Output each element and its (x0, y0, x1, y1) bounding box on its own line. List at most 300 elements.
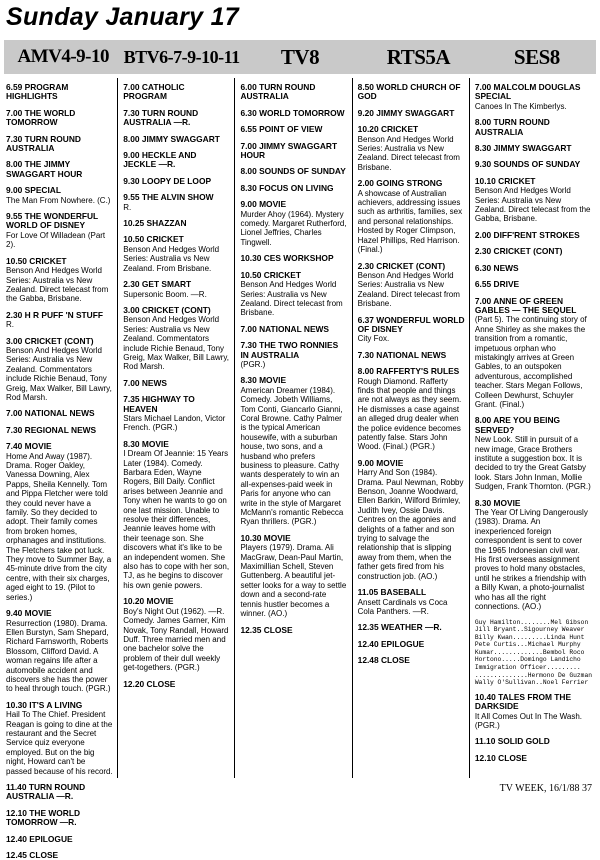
program-time: 7.40 (6, 441, 23, 452)
program-title-line (475, 160, 592, 169)
program-time: 8.00 (123, 133, 140, 144)
program-listing (6, 426, 113, 435)
program-time: 2.00 (357, 178, 374, 189)
program-listing (123, 177, 230, 186)
program-time: 10.40 (474, 691, 496, 702)
program-title-line (358, 640, 465, 649)
program-time: 12.20 (123, 678, 145, 689)
program-title: MOVIE (376, 457, 404, 468)
program-title-line (123, 151, 230, 170)
program-title-line (6, 835, 113, 844)
program-title-line (123, 83, 230, 102)
program-time: 12.35 (240, 624, 262, 635)
channel-header: RTS5A (359, 40, 477, 74)
program-title: CRICKET (498, 175, 536, 186)
program-time: 8.30 (123, 438, 140, 449)
program-description: Benson And Hedges World Series: Australia vs New Zealand. Commentators include Richie Benaud, Tony Greig, Max Walker, Bill Lawry, Rod Marsh. (123, 315, 230, 372)
program-description: R. (123, 202, 132, 212)
program-time: 9.00 (123, 150, 140, 161)
program-description: Rough Diamond. Rafferty finds that people and things are not always as they seem. He dismisses a case against an alleged drug dealer when the police evidence becomes patently false. Stars John Wood. (Final.) (PGR.) (357, 376, 462, 452)
program-listing (123, 680, 230, 689)
channel-column (352, 78, 469, 778)
program-time: 6.30 (474, 262, 492, 273)
program-title: WORLD TOMORROW (259, 107, 345, 118)
program-listing (358, 640, 465, 649)
program-title-line (6, 109, 113, 128)
program-listing (475, 264, 592, 273)
program-title-line (358, 125, 465, 134)
program-listing (475, 737, 592, 746)
program-time: 10.20 (123, 596, 145, 607)
program-title-line (240, 83, 347, 102)
program-time: 10.50 (123, 234, 145, 245)
program-listing (358, 588, 465, 616)
program-title: THE WORLD TOMORROW (6, 107, 76, 128)
program-title-line (240, 142, 347, 161)
program-listing (123, 235, 230, 273)
program-title-line (6, 809, 113, 828)
program-title-line (358, 83, 465, 102)
program-title: HECKLE AND JECKLE —R. (123, 150, 197, 170)
program-time: 6.30 (240, 107, 257, 118)
program-title: CRICKET (CONT) (493, 246, 563, 257)
program-title-line (475, 247, 592, 256)
program-title: POINT OF VIEW (259, 124, 323, 135)
program-title-line (240, 167, 347, 176)
program-title: NATIONAL NEWS (259, 323, 330, 334)
program-title: MOVIE (493, 497, 521, 508)
program-title-line (240, 271, 347, 280)
program-listing (123, 440, 230, 591)
program-time: 7.30 (240, 340, 257, 351)
program-description: Players (1979). Drama. Ali MacGraw, Dean-Paul Martin, Maximillian Schell, Steven Guttenberg. A beautiful jet-setter looks for a way to settle down and a second-rate tennis hustler becomes a winner. (AO.) (240, 543, 347, 619)
program-time: 7.30 (357, 349, 374, 360)
program-listing (6, 609, 113, 694)
program-title-line (358, 262, 465, 271)
program-time: 10.50 (6, 255, 27, 266)
program-listing (475, 247, 592, 256)
program-listing (123, 219, 230, 228)
program-title: NATIONAL NEWS (24, 408, 95, 419)
cast-line: Guy Hamilton........Mel Gibson (474, 618, 589, 626)
channel-header: AMV4-9-10 (4, 40, 122, 74)
program-time: 8.30 (474, 143, 492, 154)
program-description: Benson And Hedges World Series: Australia vs New Zealand. Direct telecast from Brisbane. (357, 134, 460, 172)
program-title-line (6, 186, 113, 195)
program-title-line (123, 280, 230, 289)
program-title: WONDERFUL WORLD OF DISNEY (357, 314, 465, 334)
program-title-line (6, 337, 113, 346)
program-listing (240, 254, 347, 263)
program-listing (240, 167, 347, 176)
program-time: 10.50 (240, 269, 262, 280)
program-title-line (358, 316, 465, 335)
program-title-line (475, 118, 592, 137)
program-listing (240, 376, 347, 527)
program-title: THE JIMMY SWAGGART HOUR (6, 159, 83, 179)
program-title-line (475, 83, 592, 102)
program-listing (123, 83, 230, 102)
program-title: BASEBALL (380, 587, 427, 598)
program-listing (358, 179, 465, 254)
program-title-line (123, 440, 230, 449)
program-title-line (475, 754, 592, 763)
page-footer: TV WEEK, 16/1/88 37 (499, 783, 592, 794)
program-listing (240, 534, 347, 619)
program-title: CRICKET (263, 269, 301, 280)
program-title-line (358, 459, 465, 468)
program-time: 7.00 (474, 295, 492, 306)
program-listing (123, 193, 230, 212)
cast-line: Wally O'Sullivan..Noel Ferrier (474, 679, 589, 687)
program-listing (6, 135, 113, 154)
program-title: TURN ROUND AUSTRALIA (6, 133, 81, 154)
program-title: PROGRAM HIGHLIGHTS (6, 82, 69, 102)
program-title-line (123, 306, 230, 315)
program-title: TURN ROUND AUSTRALIA —R. (123, 107, 199, 128)
program-time: 10.30 (240, 532, 262, 543)
program-listing (475, 754, 592, 763)
program-time: 12.45 (6, 850, 27, 860)
program-description: Resurrection (1980). Drama. Ellen Burstyn, Sam Shepard, Richard Farnsworth, Roberts Blossom, Clifford David. A woman regains life after a automobile accident and discovers she has the power to heal through touch. (PGR.) (6, 618, 111, 694)
program-title: JIMMY SWAGGART (141, 133, 220, 144)
program-title: CRICKET (CONT) (376, 260, 446, 271)
program-title-line (475, 416, 592, 435)
program-title: TURN ROUND AUSTRALIA (240, 82, 316, 102)
program-title-line (123, 135, 230, 144)
program-title: DIFF'RENT STROKES (493, 229, 580, 240)
program-title: JIMMY SWAGGART (493, 143, 572, 154)
program-title: THE WONDERFUL WORLD OF DISNEY (6, 211, 98, 231)
program-title-line (123, 235, 230, 244)
channel-column (117, 78, 234, 778)
program-listing (475, 83, 592, 111)
program-title: TALES FROM THE DARKSIDE (474, 691, 572, 712)
program-time: 2.30 (6, 309, 23, 320)
program-listing (6, 186, 113, 205)
channel-column (4, 78, 117, 860)
program-listing (475, 280, 592, 289)
program-title: CLOSE (29, 850, 59, 860)
program-listing (475, 160, 592, 169)
program-title-line (6, 701, 113, 710)
program-title-line (358, 588, 465, 597)
program-title: CLOSE (146, 678, 176, 689)
program-time: 6.37 (357, 314, 374, 325)
program-listing (6, 701, 113, 776)
channel-column (234, 78, 351, 778)
program-listing (6, 257, 113, 304)
program-title-line (6, 426, 113, 435)
program-listing (240, 341, 347, 369)
program-title: EPILOGUE (380, 638, 425, 649)
program-title: MOVIE (259, 375, 287, 386)
program-title: LOOPY DE LOOP (141, 175, 212, 186)
program-title: MOVIE (259, 199, 287, 210)
program-description: American Dreamer (1984). Comedy. Jobeth Williams, Tom Conti, Giancarlo Gianni, Coral Browne. Cathy Palmer is the typical American housewife, with a suburban house, two sons, and a husband who prefers business to pleasure. Cathy wants desperately to win an all-expenses-paid week in Paris for anyone who can write in the style of Margaret McMann's romantic Rebecca Ryan thrillers. (PGR.) (240, 385, 344, 527)
program-listing (358, 109, 465, 118)
program-title-line (6, 851, 113, 860)
program-description: Benson And Hedges World Series: Australia vs New Zealand. Direct telecast from Brisbane. (357, 270, 460, 309)
program-time: 9.00 (6, 185, 23, 196)
program-title-line (240, 184, 347, 193)
program-time: 7.00 (240, 323, 257, 334)
program-description: For Love Of Willadean (Part 2). (6, 230, 106, 250)
program-title-line (475, 231, 592, 240)
program-time: 7.30 (6, 424, 23, 435)
program-description: Benson And Hedges World Series: Australia vs New Zealand. From Brisbane. (123, 244, 220, 273)
program-listing (358, 83, 465, 102)
program-time: 12.10 (474, 752, 496, 763)
program-time: 8.00 (357, 366, 374, 377)
program-time: 2.30 (357, 260, 374, 271)
program-listing (240, 200, 347, 247)
program-title: MALCOLM DOUGLAS SPECIAL (474, 82, 581, 102)
program-title: CLOSE (380, 655, 410, 666)
program-title-line (475, 297, 592, 316)
program-title: MOVIE (263, 532, 291, 543)
program-listing (475, 144, 592, 153)
program-time: 2.30 (474, 246, 492, 257)
program-time: 6.55 (474, 279, 492, 290)
program-listing (358, 316, 465, 344)
program-time: 2.30 (123, 279, 140, 290)
program-title: CATHOLIC PROGRAM (123, 82, 185, 102)
program-title-line (358, 656, 465, 665)
program-title: MOVIE (24, 441, 52, 452)
program-listing (240, 109, 347, 118)
program-time: 8.50 (357, 82, 374, 92)
program-listing (6, 809, 113, 828)
program-title-line (123, 597, 230, 606)
program-listing (475, 499, 592, 612)
program-title: DRIVE (493, 279, 520, 290)
program-description: Harry And Son (1984). Drama. Paul Newman, Robby Benson, Joanne Woodward, Ellen Barkin, Wilford Brimley, Judith Ivey, Ossie Davis. Centres on the agonies and delights of a father and son trying to salvage the relationship that is slipping away from them, when the father gets fired from his construction job. (AO.) (357, 468, 464, 581)
program-title: ANNE OF GREEN GABLES — THE SEQUEL (474, 295, 577, 315)
channel-header: SES8 (478, 40, 596, 74)
program-title-line (358, 179, 465, 188)
program-listing (123, 109, 230, 128)
program-title-line (240, 376, 347, 385)
program-description: I Dream Of Jeannie: 15 Years Later (1984). Comedy. Barbara Eden, Wayne Rogers, Bill Daily. Conflict arises between Jeannie and Tony when he wants to go on one last mission. Unable to resolve their differences, Jeannie leaves home with their teenage son. She discovers what it's like to be an independent women. She also has to cope with her son, TJ, as he begins to discover his own genie powers. (123, 449, 230, 590)
program-listing (6, 212, 113, 250)
program-description: (Part 5). The continuing story of Anne Shirley as she makes the transition from a romantic, impetuous orphan who mistakingly arrives at Green Gables, to an outspoken adventurous, accomplished teacher. Stars Megan Follows, Colleen Dewhurst, Schuyler Grant. (Final.) (474, 315, 587, 409)
program-title-line (240, 341, 347, 360)
program-description: A showcase of Australian achievers, addressing issues such as arthritis, families, sex and personal relationships. Hosted by Roger Climpson, Hazel Phillips, Red Harrison. (Final.) (357, 188, 463, 255)
program-title-line (6, 609, 113, 618)
program-listing (475, 231, 592, 240)
program-description: New Look. Still in pursuit of a new image, Grace Brothers institute a suggestion box. It is decided to try the Great Gatsby look. Stars John Inman, Mollie Sudgen, Frank Thornton. (PGR.) (474, 435, 591, 492)
program-title-line (6, 135, 113, 154)
program-title-line (123, 219, 230, 228)
program-time: 8.30 (240, 182, 257, 193)
program-time: 10.25 (123, 218, 145, 229)
program-description: Ansett Cardinals vs Coca Cola Panthers. —R. (357, 597, 448, 616)
program-title-line (6, 212, 113, 231)
program-listing (475, 177, 592, 224)
program-title: CRICKET (CONT) (24, 335, 94, 346)
program-time: 7.00 (6, 408, 23, 419)
program-listing (123, 135, 230, 144)
program-title-line (358, 367, 465, 376)
program-description: Supersonic Boom. —R. (123, 289, 207, 299)
program-title-line (123, 109, 230, 128)
program-title-line (123, 379, 230, 388)
program-listing (240, 125, 347, 134)
program-title-line (240, 254, 347, 263)
cast-line: Hortono.....Domingo Landicho (474, 656, 581, 664)
program-title: SHAZZAN (146, 218, 187, 229)
program-title-line (240, 200, 347, 209)
program-listing (6, 160, 113, 179)
cast-line: Pete Curtis...Michael Murphy (474, 641, 581, 649)
program-listing (475, 297, 592, 410)
program-title-line (358, 351, 465, 360)
cast-list (475, 619, 592, 687)
program-listing (240, 325, 347, 334)
program-description: Murder Ahoy (1964). Mystery comedy. Margaret Rutherford, Lionel Jeffries, Charles Tingwell. (240, 209, 347, 247)
program-description: Canoes In The Kimberlys. (474, 101, 567, 111)
program-listing (123, 395, 230, 433)
program-title: SOUNDS OF SUNDAY (493, 159, 581, 170)
program-description: Stars Michael Landon, Victor French. (PGR.) (123, 413, 226, 433)
program-title: GET SMART (141, 279, 192, 290)
program-title: HIGHWAY TO HEAVEN (123, 394, 195, 414)
program-listing (475, 416, 592, 491)
program-time: 8.30 (240, 375, 257, 386)
program-description: Benson And Hedges World Series: Australia vs New Zealand. Direct telecast from the Gabba, Brisbane. (474, 186, 591, 224)
program-description: It All Comes Out In The Wash. (PGR.) (474, 711, 583, 731)
program-title: WORLD CHURCH OF GOD (357, 82, 461, 102)
program-listing (358, 262, 465, 309)
program-time: 10.20 (357, 124, 379, 135)
program-title: MOVIE (24, 608, 52, 619)
program-title: CRICKET (CONT) (141, 304, 211, 315)
program-time: 9.55 (6, 211, 23, 222)
program-listing (6, 83, 113, 102)
program-title-line (475, 144, 592, 153)
program-title-line (475, 693, 592, 712)
program-title-line (6, 409, 113, 418)
cast-line: Billy Kwan.........Linda Hunt (474, 633, 585, 641)
program-title: WEATHER —R. (380, 622, 442, 633)
program-title: EPILOGUE (29, 833, 73, 844)
program-time: 7.00 (6, 107, 23, 118)
program-time: 8.30 (474, 497, 492, 508)
program-time: 10.30 (6, 699, 27, 710)
program-title-line (358, 623, 465, 632)
program-time: 9.40 (6, 608, 23, 619)
channel-header: TV8 (241, 40, 359, 74)
program-time: 7.30 (6, 133, 23, 144)
program-title-line (123, 177, 230, 186)
program-title: CLOSE (498, 752, 528, 763)
program-title: CRICKET (29, 255, 67, 266)
program-listing (358, 351, 465, 360)
program-title: FOCUS ON LIVING (259, 182, 334, 193)
program-listing (6, 442, 113, 602)
program-title: TURN ROUND AUSTRALIA (474, 117, 550, 137)
program-title: JIMMY SWAGGART HOUR (240, 140, 338, 161)
program-time: 9.00 (240, 199, 257, 210)
program-title: CRICKET (146, 234, 184, 245)
program-listing (358, 459, 465, 581)
program-listing (475, 118, 592, 137)
program-title: MOVIE (146, 596, 174, 607)
program-listing (123, 597, 230, 672)
program-title: TURN ROUND AUSTRALIA —R. (6, 782, 86, 802)
program-time: 7.35 (123, 394, 140, 405)
program-time: 7.30 (123, 107, 140, 118)
program-title-line (6, 160, 113, 179)
program-title: CLOSE (263, 624, 293, 635)
program-time: 7.00 (474, 82, 492, 92)
program-description: Benson And Hedges World Series: Australia vs New Zealand. Commentators include Richie Benaud, Tony Greig, Max Walker, Bill Lawry, Rod Marsh. (6, 345, 112, 402)
program-time: 9.30 (123, 175, 140, 186)
program-description: The Man From Nowhere. (C.) (6, 195, 111, 205)
program-time: 8.00 (240, 166, 257, 177)
program-title-line (240, 109, 347, 118)
program-title-line (123, 680, 230, 689)
cast-line: ..............Hermono De Guzman (474, 671, 593, 679)
program-time: 12.35 (357, 622, 379, 633)
program-time: 12.48 (357, 655, 379, 666)
program-title: SOLID GOLD (497, 736, 550, 747)
program-listing (358, 656, 465, 665)
program-title: THE ALVIN SHOW (141, 192, 214, 203)
program-time: 12.40 (357, 638, 379, 649)
program-listing (6, 409, 113, 418)
program-listing (6, 311, 113, 330)
program-title-line (475, 499, 592, 508)
program-title: SOUNDS OF SUNDAY (259, 166, 346, 177)
program-title: GOING STRONG (376, 178, 443, 189)
program-time: 6.55 (240, 124, 257, 135)
program-description: (PGR.) (240, 359, 266, 369)
channel-header-bar (4, 40, 596, 74)
program-time: 8.00 (474, 117, 492, 128)
program-title-line (6, 257, 113, 266)
program-title-line (123, 395, 230, 414)
program-title: THE TWO RONNIES IN AUSTRALIA (240, 340, 339, 360)
program-time: 9.55 (123, 192, 140, 203)
program-time: 7.00 (240, 140, 257, 151)
program-title: H R PUFF 'N STUFF (24, 309, 103, 320)
program-title: SPECIAL (24, 185, 61, 196)
program-listing (358, 125, 465, 172)
program-title: CRICKET (380, 124, 419, 135)
program-title-line (240, 626, 347, 635)
program-title: IT'S A LIVING (29, 699, 83, 710)
program-title-line (475, 280, 592, 289)
program-description: Boy's Night Out (1962). —R. Comedy. James Garner, Kim Novak, Tony Randall, Howard Duff. Three married men and one bachelor solve the problem of their dull weekly get-togethers. (PGR.) (123, 606, 229, 673)
program-time: 2.00 (474, 229, 492, 240)
program-time: 10.30 (240, 253, 262, 264)
program-listing (123, 280, 230, 299)
program-title: JIMMY SWAGGART (376, 107, 455, 118)
program-title: REGIONAL NEWS (24, 424, 97, 435)
program-listing (6, 851, 113, 860)
program-time: 8.00 (474, 415, 492, 426)
program-listing (123, 306, 230, 372)
program-time: 9.00 (357, 457, 374, 468)
program-description: Benson And Hedges World Series: Australia vs New Zealand. Direct telecast from Brisbane. (240, 280, 343, 318)
program-time: 11.40 (6, 782, 27, 792)
program-time: 3.00 (6, 335, 23, 346)
program-time: 9.20 (357, 107, 374, 118)
program-title-line (240, 325, 347, 334)
program-time: 8.00 (6, 159, 23, 170)
